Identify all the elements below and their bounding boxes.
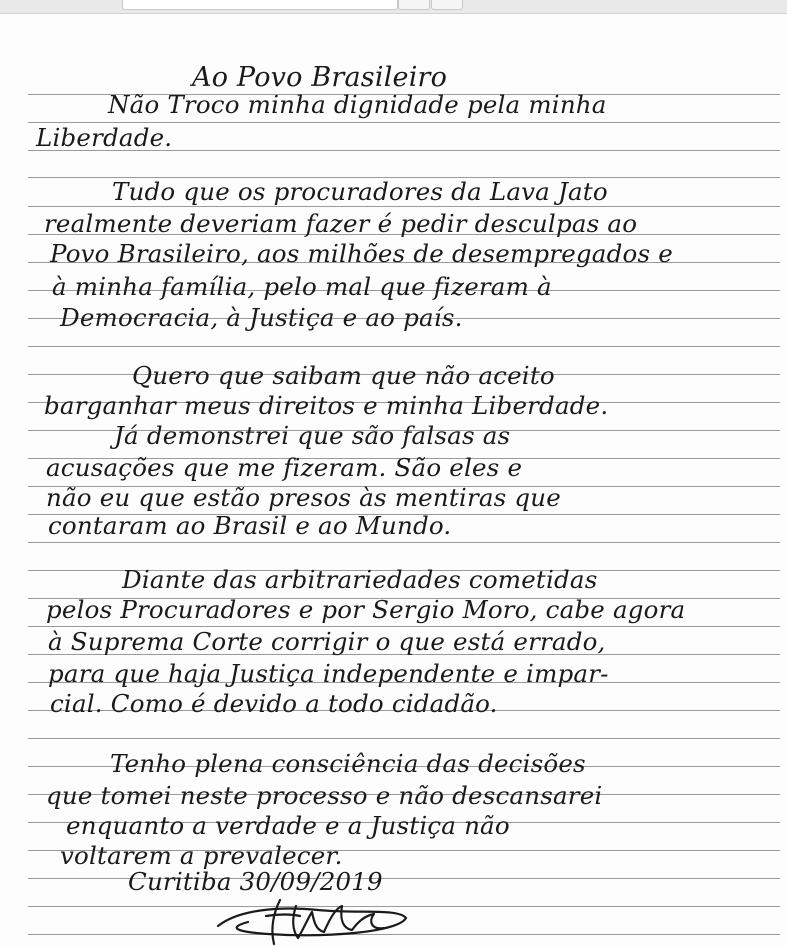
- letter-line: para que haja Justiça independente e impar-: [48, 659, 609, 688]
- letter-line: não eu que estão presos às mentiras que: [46, 483, 561, 512]
- letter-line: barganhar meus direitos e minha Liberdade.: [44, 391, 609, 420]
- letter-line: à minha família, pelo mal que fizeram à: [52, 272, 552, 301]
- rule-line: [28, 206, 780, 207]
- rule-line: [28, 542, 780, 543]
- letter-line: Povo Brasileiro, aos milhões de desempregados e: [50, 239, 673, 268]
- letter-line: Não Troco minha dignidade pela minha: [108, 90, 607, 119]
- letter-line: Diante das arbitrariedades cometidas: [122, 565, 598, 594]
- letter-line: à Suprema Corte corrigir o que está errado,: [48, 627, 606, 656]
- letter-line: contaram ao Brasil e ao Mundo.: [48, 511, 452, 540]
- letter-line: Quero que saibam que não aceito: [132, 361, 555, 390]
- address-bar[interactable]: [122, 0, 398, 10]
- letter-line: acusações que me fizeram. São eles e: [46, 453, 523, 482]
- letter-line: Tenho plena consciência das decisões: [110, 749, 586, 778]
- letter-line: cial. Como é devido a todo cidadão.: [50, 689, 498, 718]
- toolbar-button[interactable]: [431, 0, 463, 10]
- letter-line: Tudo que os procuradores da Lava Jato: [112, 177, 608, 206]
- letter-title: Ao Povo Brasileiro: [192, 62, 448, 93]
- letter-line: Democracia, à Justiça e ao país.: [60, 303, 463, 332]
- letter-line: Já demonstrei que são falsas as: [114, 421, 511, 450]
- letter-line: que tomei neste processo e não descansarei: [46, 781, 603, 810]
- rule-line: [28, 346, 780, 347]
- letter-line: Liberdade.: [36, 123, 173, 152]
- toolbar-button[interactable]: [398, 0, 430, 10]
- letter-line: pelos Procuradores e por Sergio Moro, cabe agora: [46, 595, 686, 624]
- letter-line: enquanto a verdade e a Justiça não: [66, 811, 510, 840]
- letter-line: realmente deveriam fazer é pedir desculpas ao: [44, 209, 638, 238]
- signature: [208, 888, 418, 948]
- browser-toolbar: [0, 0, 787, 14]
- place-date: Curitiba 30/09/2019: [128, 867, 383, 896]
- letter-line: voltarem a prevalecer.: [60, 841, 343, 870]
- rule-line: [28, 738, 780, 739]
